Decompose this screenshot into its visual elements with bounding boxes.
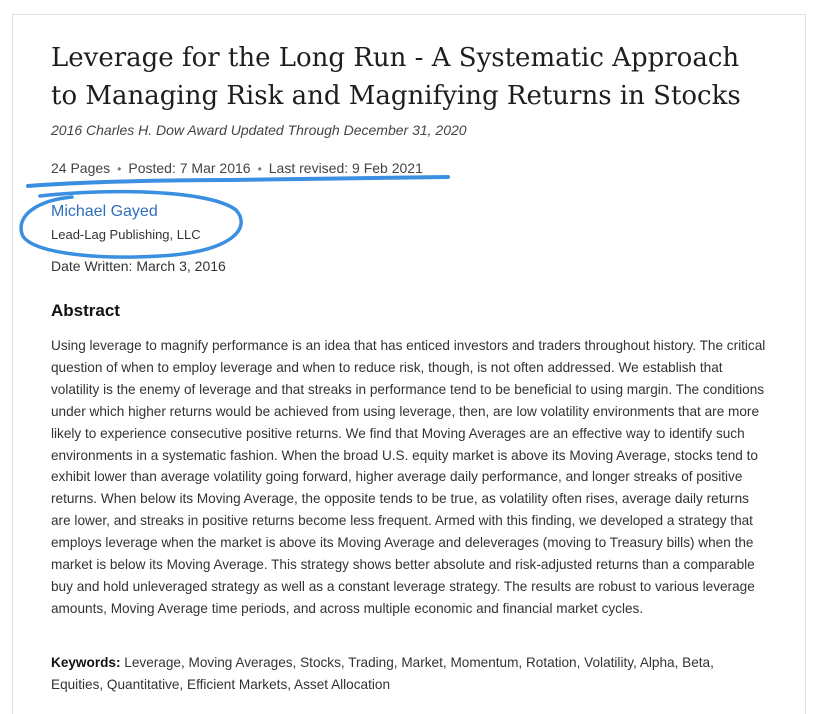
abstract-heading: Abstract bbox=[51, 301, 120, 320]
paper-title: Leverage for the Long Run - A Systematic Approach to Managing Risk and Magnifying Returns in Stocks bbox=[51, 43, 741, 111]
date-written: Date Written: March 3, 2016 bbox=[51, 258, 226, 274]
last-revised-date: Last revised: 9 Feb 2021 bbox=[268, 160, 423, 176]
keywords-label: Keywords: bbox=[51, 655, 121, 670]
author-link[interactable]: Michael Gayed bbox=[51, 203, 158, 220]
paper-card bbox=[12, 14, 806, 714]
abstract-text: Using leverage to magnify performance is an idea that has enticed investors and traders throughout history. The critical question of when to employ leverage and when to reduce risk, though, is not often addressed. We establish that volatility is the enemy of leverage and that streaks in performance tend to be beneficial to using margin. The conditions under which higher returns would be achieved from using leverage, then, are low volatility environments that are more likely to experience consecutive positive returns. We find that Moving Averages are an effective way to identify such environments in a systematic fashion. When the broad U.S. equity market is above its Moving Average, stocks tend to exhibit lower than average volatility going forward, higher average daily performance, and longer streaks of positive returns. When below its Moving Average, the opposite tends to be true, as volatility often rises, average daily returns are lower, and streaks in positive returns become less frequent. Armed with this finding, we developed a strategy that employs leverage when the market is above its Moving Average and deleverages (moving to Treasury bills) when the market is below its Moving Average. This strategy shows better absolute and risk-adjusted returns than a comparable buy and hold unleveraged strategy as well as a constant leverage strategy. The results are robust to various leverage amounts, Moving Average time periods, and across multiple economic and financial market cycles. bbox=[51, 338, 766, 616]
meta-separator: • bbox=[117, 162, 122, 176]
posted-date: Posted: 7 Mar 2016 bbox=[128, 160, 251, 176]
meta-separator: • bbox=[257, 162, 262, 176]
author-affiliation: Lead-Lag Publishing, LLC bbox=[51, 227, 201, 242]
keywords bbox=[51, 652, 767, 696]
paper-subtitle: 2016 Charles H. Dow Award Updated Through December 31, 2020 bbox=[51, 122, 467, 138]
keywords-list: Leverage, Moving Averages, Stocks, Trading, Market, Momentum, Rotation, Volatility, Alpha, Beta, Equities, Quantitative, Efficient Markets, Asset Allocation bbox=[51, 655, 714, 692]
paper-meta bbox=[51, 160, 423, 176]
page-count: 24 Pages bbox=[51, 160, 111, 176]
